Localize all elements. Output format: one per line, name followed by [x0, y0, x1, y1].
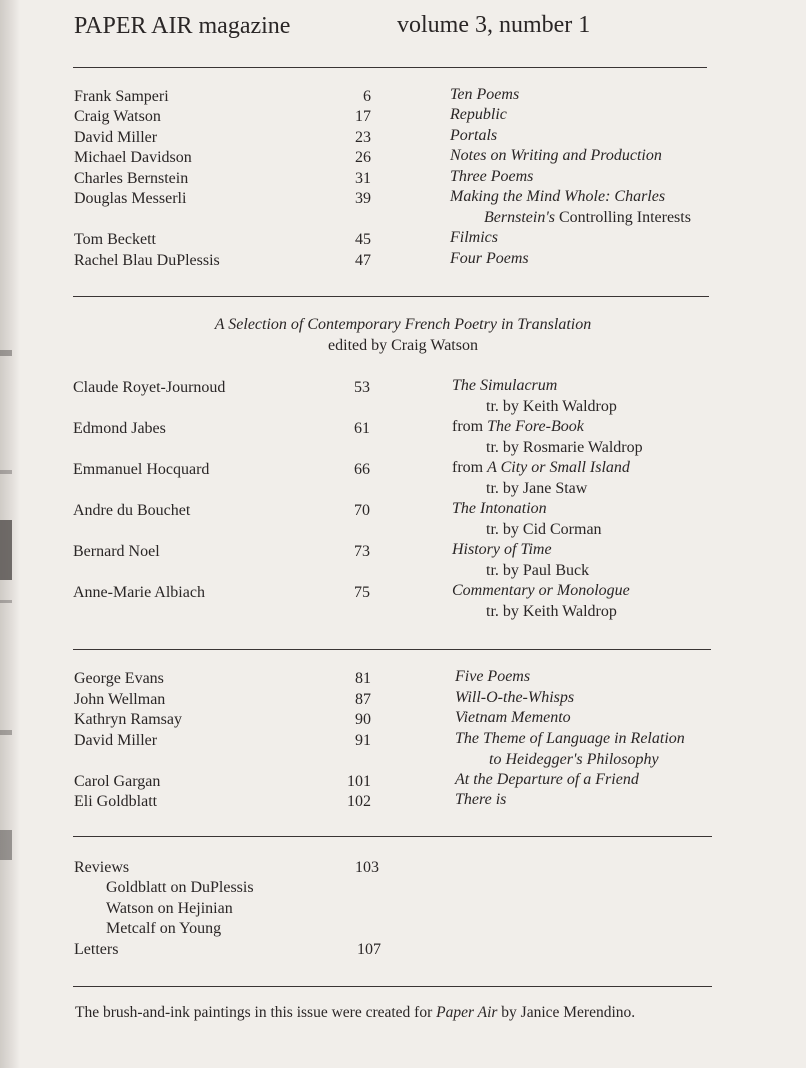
entry-label: Reviews: [74, 859, 130, 876]
author-name: David Miller: [74, 732, 158, 749]
toc-entry: [0, 773, 806, 795]
page-number: 45: [355, 231, 371, 248]
page-number: 66: [354, 461, 370, 478]
page-number: 101: [347, 773, 371, 790]
work-title: Making the Mind Whole: Charles: [450, 188, 666, 205]
page-number: 26: [355, 149, 371, 166]
toc-entry: [0, 670, 806, 692]
toc-entry-letters: [0, 941, 806, 963]
toc-entry: [0, 88, 806, 110]
translator: tr. by Cid Corman: [486, 521, 602, 538]
author-name: Carol Gargan: [74, 773, 161, 790]
title-prefix: from: [452, 418, 488, 435]
author-name: George Evans: [74, 670, 164, 687]
author-name: Craig Watson: [74, 108, 161, 125]
toc-entry-continuation: [0, 751, 806, 773]
page-number: 17: [355, 108, 371, 125]
work-title: Republic: [450, 106, 507, 123]
review-item: [0, 920, 806, 942]
work-title-continued: [484, 209, 691, 227]
divider-1: [73, 67, 707, 68]
page-number: 81: [355, 670, 371, 687]
author-name: Frank Samperi: [74, 88, 169, 105]
toc-entry: [0, 170, 806, 192]
work-title: [452, 500, 547, 518]
toc-entry-reviews: [0, 859, 806, 881]
footer-text: by Janice Merendino.: [497, 1004, 636, 1021]
title-text: The Fore-Book: [487, 418, 584, 435]
author-name: John Wellman: [74, 691, 166, 708]
author-name: Michael Davidson: [74, 149, 192, 166]
divider-4: [73, 836, 712, 837]
work-title-part: Controlling Interests: [554, 209, 691, 226]
title-text: A City or Small Island: [487, 459, 630, 476]
title-text: The Simulacrum: [452, 377, 558, 394]
author-name: Edmond Jabes: [73, 420, 166, 437]
review-title: Watson on Hejinian: [106, 900, 233, 917]
work-title: At the Departure of a Friend: [455, 771, 639, 788]
page-number: 73: [354, 543, 370, 560]
page-number: 23: [355, 129, 371, 146]
page-number: 53: [354, 379, 370, 396]
work-title: There is: [455, 791, 507, 808]
page-number: 87: [355, 691, 371, 708]
translator-line: [0, 480, 806, 502]
work-title: Portals: [450, 127, 498, 144]
translator: tr. by Jane Staw: [486, 480, 588, 497]
author-name: Andre du Bouchet: [73, 502, 191, 519]
translator: tr. by Paul Buck: [486, 562, 590, 579]
author-name: Rachel Blau DuPlessis: [74, 252, 220, 269]
work-title: Ten Poems: [450, 86, 520, 103]
work-title: Notes on Writing and Production: [450, 147, 662, 164]
translator: tr. by Keith Waldrop: [486, 603, 617, 620]
author-name: Bernard Noel: [73, 543, 160, 560]
author-name: Charles Bernstein: [74, 170, 189, 187]
author-name: Kathryn Ramsay: [74, 711, 182, 728]
page-number: 90: [355, 711, 371, 728]
french-section-heading: A Selection of Contemporary French Poetry in Translation: [214, 316, 592, 333]
author-name: David Miller: [74, 129, 158, 146]
translator-line: [0, 439, 806, 461]
french-section-editor: edited by Craig Watson: [328, 337, 478, 354]
work-title: Three Poems: [450, 168, 534, 185]
footer-credit: [75, 1004, 635, 1022]
toc-entry: [0, 231, 806, 253]
toc-entry: [0, 711, 806, 733]
author-name: Anne-Marie Albiach: [73, 584, 205, 601]
toc-entry: [0, 129, 806, 151]
page-number: 75: [354, 584, 370, 601]
translator-line: [0, 521, 806, 543]
review-title: Metcalf on Young: [106, 920, 222, 937]
magazine-title: PAPER AIR magazine: [74, 13, 291, 39]
title-text: History of Time: [452, 541, 552, 558]
work-title: [452, 541, 552, 559]
toc-entry-continuation: [0, 209, 806, 231]
page-number: 70: [354, 502, 370, 519]
review-title: Goldblatt on DuPlessis: [106, 879, 254, 896]
review-item: [0, 879, 806, 901]
work-title: Will-O-the-Whisps: [455, 689, 575, 706]
title-text: Commentary or Monologue: [452, 582, 630, 599]
review-item: [0, 900, 806, 922]
translator: tr. by Keith Waldrop: [486, 398, 617, 415]
author-name: Tom Beckett: [74, 231, 156, 248]
divider-2: [73, 296, 709, 297]
page-number: 103: [355, 859, 379, 876]
toc-entry: [0, 252, 806, 274]
issue-number: volume 3, number 1: [397, 12, 591, 38]
title-text: The Intonation: [452, 500, 547, 517]
author-name: Douglas Messerli: [74, 190, 187, 207]
translator-line: [0, 603, 806, 625]
page-number: 6: [363, 88, 371, 105]
page-number: 31: [355, 170, 371, 187]
toc-entry: [0, 691, 806, 713]
page-number: 107: [357, 941, 381, 958]
toc-entry: [0, 793, 806, 815]
page-number: 102: [347, 793, 371, 810]
page-number: 61: [354, 420, 370, 437]
work-title: [452, 377, 557, 395]
page-number: 47: [355, 252, 371, 269]
entry-label: Letters: [74, 941, 119, 958]
author-name: Emmanuel Hocquard: [73, 461, 210, 478]
work-title-part: Bernstein's: [484, 209, 555, 226]
toc-entry: [0, 108, 806, 130]
author-name: Eli Goldblatt: [74, 793, 158, 810]
work-title: Filmics: [450, 229, 498, 246]
work-title: The Theme of Language in Relation: [455, 730, 685, 747]
work-title: Vietnam Memento: [455, 709, 571, 726]
toc-entry: [0, 149, 806, 171]
footer-magazine-name: Paper Air: [436, 1004, 498, 1021]
title-prefix: from: [452, 459, 488, 476]
translator-line: [0, 398, 806, 420]
page-number: 39: [355, 190, 371, 207]
work-title: [452, 459, 630, 477]
divider-3: [73, 649, 711, 650]
work-title: Four Poems: [450, 250, 529, 267]
work-title-continued: to Heidegger's Philosophy: [489, 751, 659, 768]
work-title: [452, 582, 630, 600]
author-name: Claude Royet-Journoud: [73, 379, 226, 396]
divider-5: [73, 986, 712, 987]
work-title: [452, 418, 584, 436]
footer-text: The brush-and-ink paintings in this issue were created for: [75, 1004, 437, 1021]
translator-line: [0, 562, 806, 584]
translator: tr. by Rosmarie Waldrop: [486, 439, 643, 456]
page-number: 91: [355, 732, 371, 749]
work-title: Five Poems: [455, 668, 531, 685]
